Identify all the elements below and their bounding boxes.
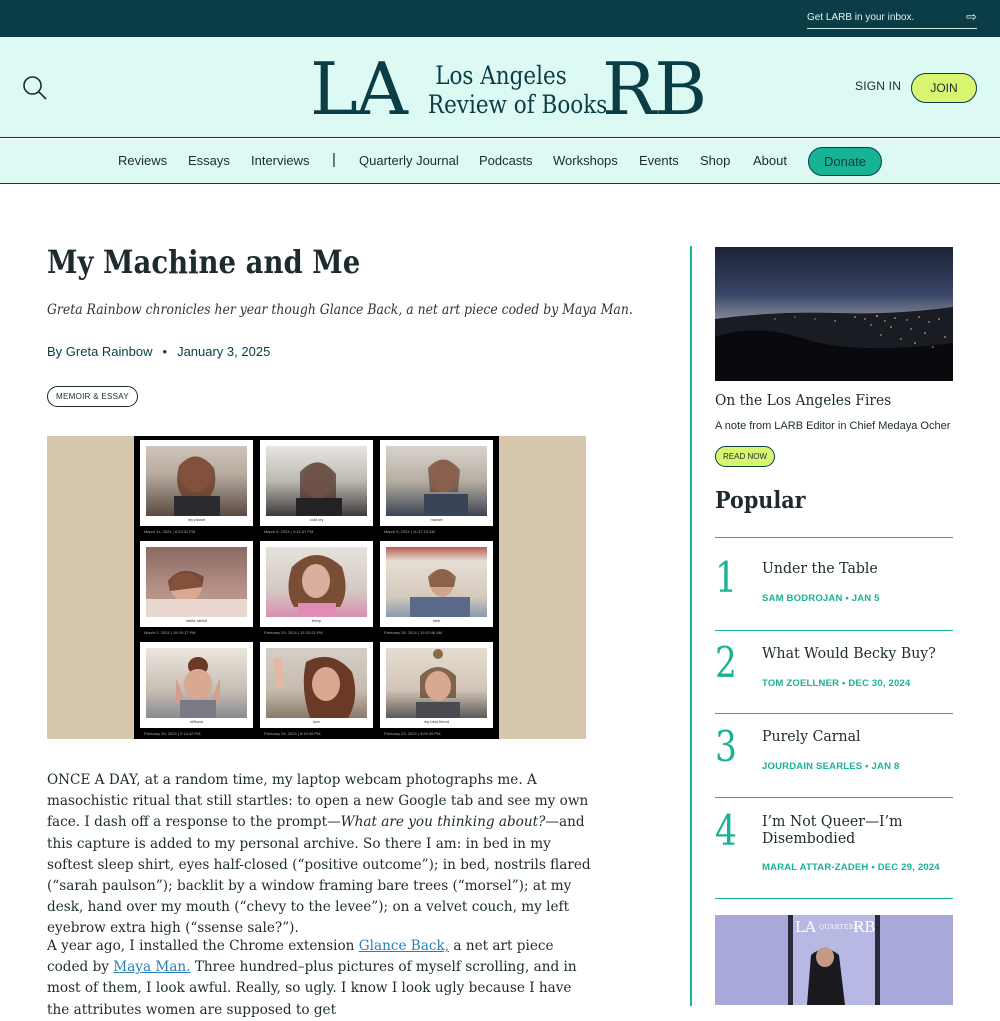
- nav-separator: |: [332, 151, 336, 168]
- popular-heading: Popular: [715, 487, 806, 514]
- article-paragraph: [47, 936, 592, 1021]
- photo-date: March 5, 2024 | 11:37:19 AM: [384, 529, 435, 534]
- webcam-photo-grid: [134, 436, 499, 739]
- nav-item-workshops[interactable]: Workshops: [553, 153, 618, 168]
- photo-date: February 28, 2024 | 11:02:48 AM: [384, 630, 443, 635]
- feature-image[interactable]: [715, 247, 953, 381]
- popular-author: TOM ZOELLNER: [762, 678, 840, 689]
- site-logo[interactable]: [310, 47, 706, 131]
- popular-title: I’m Not Queer—I’m Disembodied: [762, 812, 903, 847]
- popular-divider: [715, 630, 953, 631]
- donate-button[interactable]: Donate: [808, 147, 882, 176]
- grid-photo: [260, 440, 373, 534]
- sidebar-divider: [690, 246, 692, 1006]
- photo-caption: slek: [432, 618, 441, 623]
- maya-man-link[interactable]: Maya Man.: [113, 959, 191, 976]
- paragraph-text: a net art piece coded by: [47, 938, 554, 976]
- photo-date: February 23, 2024 | 3:09:39 PM: [384, 731, 441, 736]
- photo-date: March 8, 2024 | 4:14:37 PM: [264, 529, 314, 534]
- nav-item-quarterly-journal[interactable]: Quarterly Journal: [359, 153, 459, 168]
- popular-rank: 2: [715, 638, 737, 687]
- logo-la: LA: [310, 47, 406, 131]
- meta-dot: •: [842, 678, 846, 689]
- article-paragraph: [47, 770, 592, 940]
- grid-photo: [260, 642, 373, 736]
- nav-item-interviews[interactable]: Interviews: [251, 153, 310, 168]
- popular-rank: 3: [715, 722, 737, 771]
- popular-meta: [762, 593, 880, 604]
- grid-photo: [380, 541, 493, 635]
- popular-rank: 1: [715, 553, 737, 602]
- logo-wordmark: [427, 61, 608, 119]
- newsletter-email-input[interactable]: [807, 8, 957, 26]
- photo-date: February 29, 2024 | 12:32:23 PM: [264, 630, 323, 635]
- popular-date: DEC 29, 2024: [877, 862, 940, 873]
- popular-date: JAN 8: [871, 761, 900, 772]
- meta-dot: •: [845, 593, 849, 604]
- popular-author: MARAL ATTAR-ZADEH: [762, 862, 869, 873]
- photo-date: March 2, 2024 | 10:09:17 PM: [144, 630, 196, 635]
- search-icon[interactable]: [22, 75, 48, 101]
- byline-dot: •: [162, 344, 168, 359]
- paragraph-text: A year ago, I installed the Chrome extension: [47, 938, 359, 954]
- join-button[interactable]: JOIN: [911, 73, 977, 103]
- photo-caption: my planet: [187, 517, 206, 522]
- logo-rb: RB: [602, 47, 706, 131]
- quarterly-logo-rb: RB: [853, 918, 876, 936]
- feature-description: A note from LARB Editor in Chief Medaya Ocher: [715, 420, 951, 432]
- top-bar: [0, 0, 1000, 37]
- popular-date: JAN 5: [851, 593, 880, 604]
- photo-caption: effluvia: [190, 719, 203, 724]
- photo-caption: beep: [312, 618, 321, 623]
- meta-dot: •: [865, 761, 869, 772]
- nav-item-shop[interactable]: Shop: [700, 153, 731, 168]
- photo-date: February 24, 2024 | 8:10:06 PM: [264, 731, 321, 736]
- popular-meta: [762, 862, 940, 873]
- paragraph-text: —and this capture is added to my personal archive. So there I am: in bed in my softest sleep shirt, eyes half-closed (“positive outcome”); in bed, nostrils flared (“sarah paulson”); backlit by a window framing bare trees (“morsel”); at my desk, hand over my mouth (“chevy to the levee”); on a velvet couch, my left eyebrow extra high (“ssense sale?”).: [47, 814, 591, 937]
- popular-rank: 4: [715, 806, 737, 855]
- hero-image: [47, 436, 586, 739]
- popular-title: Under the Table: [762, 559, 878, 577]
- newsletter-signup: [807, 8, 977, 29]
- author-link[interactable]: By Greta Rainbow: [47, 344, 153, 359]
- nav-item-podcasts[interactable]: Podcasts: [479, 153, 533, 168]
- grid-photo: [380, 440, 493, 534]
- nav-item-essays[interactable]: Essays: [188, 153, 230, 168]
- glance-back-link[interactable]: Glance Back,: [358, 938, 450, 954]
- category-tag[interactable]: MEMOIR & ESSAY: [47, 386, 138, 407]
- popular-author: JOURDAIN SEARLES: [762, 761, 863, 772]
- photo-date: March 11, 2024 | 8:33:32 PM: [144, 529, 196, 534]
- popular-divider: [715, 537, 953, 538]
- grid-photo: [260, 541, 373, 635]
- feature-title[interactable]: On the Los Angeles Fires: [715, 391, 892, 409]
- meta-dot: •: [871, 862, 875, 873]
- photo-caption: my best friend: [423, 719, 450, 724]
- popular-date: DEC 30, 2024: [848, 678, 911, 689]
- read-now-button[interactable]: READ NOW: [715, 446, 775, 467]
- photo-caption: cold cry: [309, 517, 324, 522]
- arrow-right-icon[interactable]: ⇨: [966, 9, 977, 24]
- grid-photo: [380, 642, 493, 736]
- nav-item-about[interactable]: About: [753, 153, 787, 168]
- grid-photo: [140, 541, 253, 635]
- byline: [47, 344, 270, 359]
- photo-date: February 26, 2024 | 2:14:42 PM: [144, 731, 201, 736]
- article-title: My Machine and Me: [47, 243, 361, 281]
- popular-divider: [715, 797, 953, 798]
- nav-item-reviews[interactable]: Reviews: [118, 153, 168, 168]
- popular-divider: [715, 898, 953, 899]
- photo-caption: morsel: [430, 517, 443, 522]
- popular-divider: [715, 713, 953, 714]
- sign-in-link[interactable]: SIGN IN: [855, 79, 902, 93]
- popular-author: SAM BODROJAN: [762, 593, 843, 604]
- nav-item-events[interactable]: Events: [639, 153, 679, 168]
- popular-title: What Would Becky Buy?: [762, 644, 936, 662]
- quarterly-logo-la: LA: [795, 918, 816, 936]
- logo-line-2: Review of Books: [427, 90, 608, 119]
- main-nav: [0, 139, 1000, 184]
- grid-photo: [140, 440, 253, 534]
- popular-title: Purely Carnal: [762, 727, 861, 745]
- paragraph-emphasis: What are you thinking about?: [340, 814, 546, 831]
- quarterly-logo-text: QUARTERLY: [819, 924, 863, 931]
- photo-caption: white rabbit: [186, 618, 207, 623]
- article-dek: Greta Rainbow chronicles her year though Glance Back, a net art piece coded by Maya Man.: [47, 302, 633, 318]
- photo-caption: lozz: [312, 719, 321, 724]
- site-header: [0, 37, 1000, 138]
- quarterly-journal-promo[interactable]: [715, 915, 953, 1005]
- logo-line-1: Los Angeles: [435, 61, 567, 90]
- paragraph-text: Three hundred–plus pictures of myself scrolling, and in most of them, I look awful. Really, so ugly. I know I look ugly because I have the attributes women are supposed to get: [47, 959, 577, 1018]
- grid-photo: [140, 642, 253, 736]
- popular-meta: [762, 761, 899, 772]
- publish-date: January 3, 2025: [177, 344, 271, 359]
- paragraph-text: ONCE A DAY, at a random time, my laptop webcam photographs me. A masochistic ritual that still startles: to open a new Google tab and see my own face. I dash off a response to the prompt—: [47, 772, 589, 831]
- popular-meta: [762, 678, 910, 689]
